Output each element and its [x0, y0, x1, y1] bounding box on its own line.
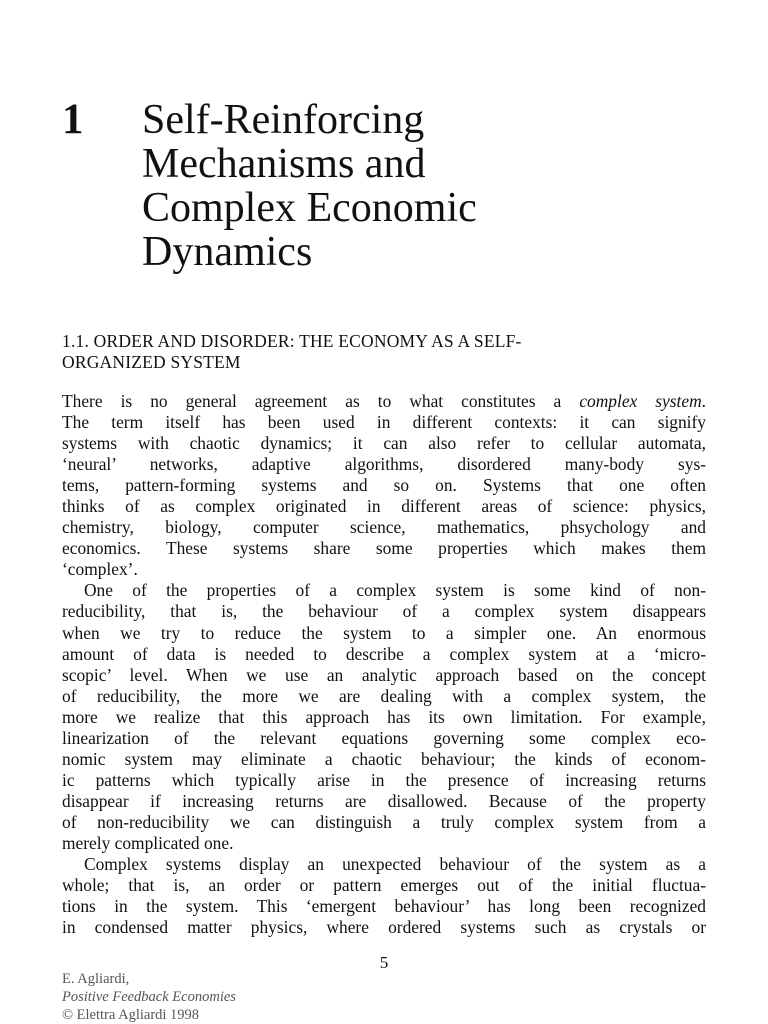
paragraph-2-line: One of the properties of a complex system is some kind of non- [84, 580, 706, 601]
paragraph-1-line: tems, pattern-forming systems and so on. Systems that one often [62, 475, 706, 496]
chapter-title-line: Dynamics [142, 229, 313, 275]
paragraph-3-line: whole; that is, an order or pattern emerges out of the initial fluctua- [62, 875, 706, 896]
page-number: 5 [379, 953, 389, 972]
paragraph-2-line: ic patterns which typically arise in the presence of increasing returns [62, 769, 706, 790]
footer-citation [62, 970, 236, 1006]
paragraph-2-line: linearization of the relevant equations governing some complex eco- [62, 727, 706, 748]
footer-author: E. Agliardi, [62, 971, 130, 987]
chapter-title-line: Mechanisms and [142, 141, 426, 187]
paragraph-1-line: economics. These systems share some properties which makes them [62, 538, 706, 559]
paragraph-2-line: merely complicated one. [62, 832, 234, 853]
paragraph-2-line: when we try to reduce the system to a simpler one. An enormous [62, 622, 706, 643]
section-heading-line: 1.1. ORDER AND DISORDER: THE ECONOMY AS A SELF- [62, 331, 522, 351]
paragraph-1-line: systems with chaotic dynamics; it can also refer to cellular automata, [62, 433, 706, 454]
paragraph-3-line: Complex systems display an unexpected behaviour of the system as a [84, 854, 706, 875]
chapter-title [142, 98, 702, 274]
paragraph-1-line: chemistry, biology, computer science, mathematics, phsychology and [62, 517, 706, 538]
paragraph-2-line: of reducibility, the more we are dealing with a complex system, the [62, 685, 706, 706]
paragraph-2-line: more we realize that this approach has its own limitation. For example, [62, 706, 706, 727]
footer-copyright: © Elettra Agliardi 1998 [62, 1007, 200, 1023]
paragraph-1-line: There is no general agreement as to what constitutes a complex system. [62, 391, 706, 411]
paragraph-1-line: thinks of as complex originated in different areas of science: physics, [62, 496, 706, 517]
footer-book-title: Positive Feedback Economies [62, 989, 236, 1005]
paragraph-2-line: nomic system may eliminate a chaotic behaviour; the kinds of econom- [62, 748, 706, 769]
section-heading-line: ORGANIZED SYSTEM [62, 352, 241, 372]
paragraph-1-line: The term itself has been used in different contexts: it can signify [62, 412, 706, 433]
paragraph-3-line: in condensed matter physics, where ordered systems such as crystals or [62, 917, 706, 938]
chapter-number: 1 [62, 96, 84, 143]
body-text [62, 391, 706, 938]
paragraph-2-line: of non-reducibility we can distinguish a truly complex system from a [62, 811, 706, 832]
emphasis-complex-system: complex system [579, 391, 702, 411]
paragraph-3-line: tions in the system. This ‘emergent behaviour’ has long been recognized [62, 896, 706, 917]
paragraph-1-line: ‘complex’. [62, 559, 138, 580]
chapter-title-line: Complex Economic [142, 185, 477, 231]
copyright-footer [62, 970, 236, 1024]
paragraph-2-line: disappear if increasing returns are disallowed. Because of the property [62, 790, 706, 811]
paragraph-1-line: ‘neural’ networks, adaptive algorithms, disordered many-body sys- [62, 454, 706, 475]
paragraph-2-line: amount of data is needed to describe a complex system at a ‘micro- [62, 643, 706, 664]
paragraph-2-line: scopic’ level. When we use an analytic approach based on the concept [62, 664, 706, 685]
chapter-title-line: Self-Reinforcing [142, 97, 425, 143]
section-heading [62, 331, 712, 373]
paragraph-2-line: reducibility, that is, the behaviour of a complex system disappears [62, 601, 706, 622]
